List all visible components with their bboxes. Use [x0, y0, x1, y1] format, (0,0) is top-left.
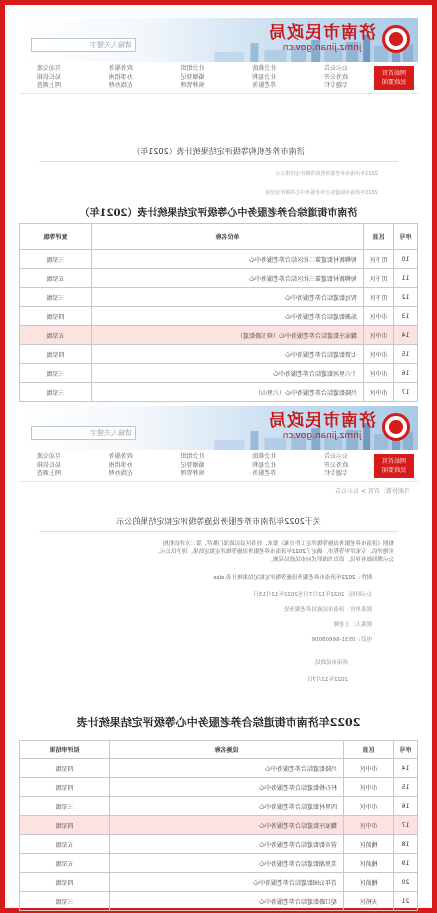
- nav-col-3[interactable]: 社会组织 婚姻登记 殡葬管理: [180, 453, 205, 477]
- breadcrumb[interactable]: 当前位置：首页 > 公示公告: [335, 488, 410, 495]
- col-header: 设施名称: [110, 741, 344, 759]
- emblem-icon: [382, 413, 410, 441]
- col-header: 区县: [344, 741, 394, 759]
- site-header: [19, 406, 418, 450]
- nav-col-2[interactable]: 社会救助 社会福利 养老服务: [252, 65, 277, 89]
- table-cell: 四里村街道综合养老服务中心: [110, 797, 344, 816]
- table-cell: 三星级: [20, 383, 92, 402]
- table-cell: 四星级: [20, 759, 110, 778]
- table-cell: 16: [394, 797, 418, 816]
- table-cell: 历下区: [364, 269, 394, 288]
- table-cell: 堤口路街道综合养老服务中心: [110, 892, 344, 911]
- table-cell: 天桥区: [344, 892, 394, 911]
- col-header: 单位名称: [92, 224, 364, 250]
- table-cell: 市中区: [344, 759, 394, 778]
- table-cell: 四星级: [20, 816, 110, 835]
- table-cell: 四星级: [20, 345, 92, 364]
- table-cell: 五星级: [20, 854, 110, 873]
- table-cell: 市中区: [364, 326, 394, 345]
- table-cell: 三星级: [20, 288, 92, 307]
- table-title: 济南市街道综合养老服务中心等级评定结果统计表（2021年）: [79, 208, 358, 219]
- nav-col-5[interactable]: 互动交流 局长信箱 网上调查: [37, 65, 62, 89]
- table-cell: 19: [394, 854, 418, 873]
- table-row: [20, 759, 418, 778]
- table-cell: 市中区: [364, 383, 394, 402]
- site-header: [19, 18, 418, 62]
- attachment-link[interactable]: 附件：2022年济南市养老服务设施等级评定拟定结果统计表.xlsx: [213, 575, 372, 581]
- website-screenshot-1: [19, 18, 418, 196]
- body-text: 公示期间如有异议，请以书面形式向市民政局反映。: [267, 557, 394, 563]
- table-cell: 17: [394, 383, 418, 402]
- emblem-icon: [382, 25, 410, 53]
- site-logo[interactable]: [268, 412, 410, 442]
- table-cell: 17: [394, 816, 418, 835]
- table-cell: 四星级: [20, 873, 110, 892]
- info-line: 联系单位：济南市民政局养老服务处: [283, 607, 372, 613]
- table-row: [20, 778, 418, 797]
- table-row: [20, 364, 418, 383]
- table-cell: 历下区: [364, 250, 394, 269]
- table-row: [20, 383, 418, 402]
- table-cell: 四星级: [20, 778, 110, 797]
- nav-col-5[interactable]: 互动交流 局长信箱 网上调查: [37, 453, 62, 477]
- table-cell: 三星级: [20, 250, 92, 269]
- table-row: [20, 250, 418, 269]
- table-cell: 18: [394, 835, 418, 854]
- table-cell: 兴隆街道综合养老服务中心: [110, 759, 344, 778]
- table-cell: 魏家庄街道综合养老服务中心（舜玉路街道）: [92, 326, 364, 345]
- body-text: 根据《济南市养老服务设施等级评定工作方案》要求，经各区县民政部门推荐、第三方评估机构: [162, 541, 394, 547]
- result-table-2022: [19, 706, 418, 906]
- table-row: [20, 835, 418, 854]
- table-cell: 四星级: [20, 307, 92, 326]
- table-cell: 五星级: [20, 269, 92, 288]
- table-cell: 营市街街道综合养老服务中心: [110, 835, 344, 854]
- table-cell: 历下区: [364, 288, 394, 307]
- table-cell: 五星级: [20, 835, 110, 854]
- meta-line: 2021年济南市养老服务机构等级评定结果公示: [275, 171, 378, 177]
- site-title: 济南市民政局: [268, 411, 376, 431]
- info-line: 电话：0531-66608006: [311, 637, 372, 643]
- table-cell: 市中区: [344, 816, 394, 835]
- table-cell: 槐荫区: [344, 854, 394, 873]
- table-cell: 槐荫区: [344, 873, 394, 892]
- signature-org: 济南市民政局: [314, 660, 348, 666]
- nav-col-4[interactable]: 政务服务 办事指南 在线办理: [108, 453, 133, 477]
- nav-col-1[interactable]: 公示公告 政务公开 专题专栏: [324, 65, 349, 89]
- info-line: 公示时间：2022年12月7日至2022年12月13日: [253, 592, 372, 598]
- site-url: jnmz.jinan.gov.cn: [282, 43, 362, 53]
- nav-col-1[interactable]: 公示公告 政务公开 专题专栏: [324, 453, 349, 477]
- table-cell: 15: [394, 345, 418, 364]
- table-cell: 14: [394, 759, 418, 778]
- table-row: [20, 854, 418, 873]
- table-cell: 市中区: [364, 364, 394, 383]
- table-row: [20, 288, 418, 307]
- table-row: [20, 797, 418, 816]
- doc-title: 济南市养老机构等级评定结果统计表（2021年）: [132, 147, 305, 156]
- table-row: [20, 816, 418, 835]
- nav-col-2[interactable]: 社会救助 社会福利 养老服务: [252, 453, 277, 477]
- nav-home-button[interactable]: 网站首页 民政要闻: [374, 66, 414, 90]
- body-text: 实地评估、专家评审等程序，确定了2022年济南市养老服务设施等级评定拟定结果，现予以公示。: [154, 549, 394, 555]
- table-title: 2022年济南市街道综合养老服务中心等级评定结果统计表: [76, 716, 361, 729]
- meta-line: 2021年济南市街道综合养老服务中心等级评定结果: [265, 190, 378, 196]
- site-url: jnmz.jinan.gov.cn: [282, 431, 362, 441]
- table-cell: 青年公园街道综合养老服务中心: [110, 873, 344, 892]
- table-cell: 21: [394, 892, 418, 911]
- table-cell: 10: [394, 250, 418, 269]
- table-cell: 三星级: [20, 364, 92, 383]
- table-cell: 槐荫区: [344, 835, 394, 854]
- table-cell: 五星级: [20, 326, 92, 345]
- table-row: [20, 326, 418, 345]
- result-table-2021: [19, 198, 418, 397]
- nav-col-3[interactable]: 社会组织 婚姻登记 殡葬管理: [180, 65, 205, 89]
- table-cell: 14: [394, 326, 418, 345]
- col-header: 区县: [364, 224, 394, 250]
- main-nav: [19, 62, 418, 94]
- table-cell: 十六里河街道综合养老服务中心: [92, 364, 364, 383]
- col-header: 序号: [394, 224, 418, 250]
- table-row: [20, 269, 418, 288]
- col-header: 复评等级: [20, 224, 92, 250]
- table-cell: 市中区: [364, 307, 394, 326]
- table-cell: 11: [394, 269, 418, 288]
- table-cell: 七贤街道综合养老服务中心: [92, 345, 364, 364]
- table-cell: 20: [394, 873, 418, 892]
- main-nav: [19, 450, 418, 482]
- table-cell: 13: [394, 307, 418, 326]
- info-line: 联系人：王老师: [333, 622, 372, 628]
- search-input[interactable]: 请输入关键字: [31, 426, 136, 440]
- table-cell: 三星级: [20, 797, 110, 816]
- site-title: 济南市民政局: [268, 23, 376, 43]
- table-cell: 市中区: [344, 797, 394, 816]
- col-header: 序号: [394, 741, 418, 759]
- table-cell: 甸柳新村街道第二社区综合养老服务中心: [92, 250, 364, 269]
- table-row: [20, 345, 418, 364]
- table-cell: 12: [394, 288, 418, 307]
- table-cell: 美里湖街道综合养老服务中心: [110, 854, 344, 873]
- search-input[interactable]: 请输入关键字: [31, 38, 136, 52]
- table-cell: 泺源街道综合养老服务中心: [92, 307, 364, 326]
- table-cell: 兴隆街道综合养老服务中心（六里山）: [92, 383, 364, 402]
- col-header: 拟评审结果: [20, 741, 110, 759]
- table-row: [20, 307, 418, 326]
- table-cell: 市中区: [344, 778, 394, 797]
- table-cell: 甸柳新村街道第三社区综合养老服务中心: [92, 269, 364, 288]
- table-cell: 15: [394, 778, 418, 797]
- nav-col-4[interactable]: 政务服务 办事指南 在线办理: [108, 65, 133, 89]
- table-cell: 三星级: [20, 892, 110, 911]
- table-row: [20, 873, 418, 892]
- table-cell: 智远街道综合养老服务中心: [92, 288, 364, 307]
- table-cell: 杆石桥街道综合养老服务中心: [110, 778, 344, 797]
- table-row: [20, 892, 418, 911]
- website-screenshot-2: [19, 406, 418, 696]
- signature-date: 2022年12月7日: [307, 677, 348, 683]
- nav-home-button[interactable]: 网站首页 民政要闻: [374, 454, 414, 478]
- table-cell: 16: [394, 364, 418, 383]
- doc-title: 关于2022年济南市养老服务设施等级评定拟定结果的公示: [116, 517, 321, 526]
- site-logo[interactable]: [268, 24, 410, 54]
- table-cell: 市中区: [364, 345, 394, 364]
- table-cell: 魏家庄街道综合养老服务中心: [110, 816, 344, 835]
